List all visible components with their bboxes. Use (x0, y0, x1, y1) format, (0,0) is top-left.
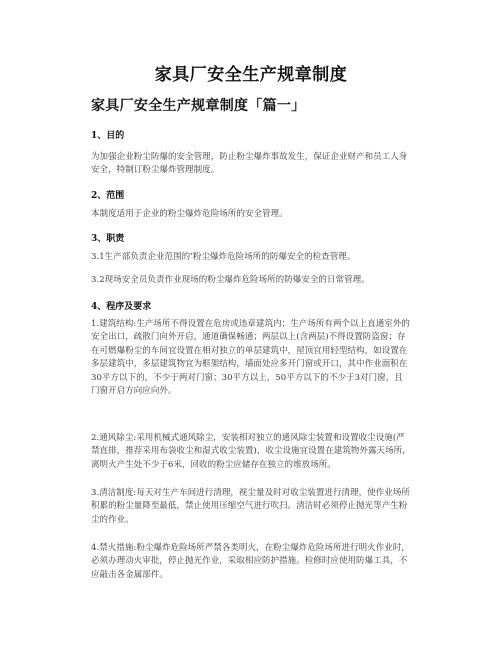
document-title: 家具厂安全生产规章制度 (154, 65, 348, 85)
heading-scope: 2、范围 (91, 191, 125, 201)
paragraph-scope: 本制度适用于企业的粉尘爆炸危险场所的安全管理。 (91, 209, 288, 219)
paragraph-fire-prevention: 4.禁火措施:粉尘爆炸危险场所严禁各类明火，在粉尘爆炸危险场所进行明火作业时，必须办理动火审批，停止抛光作业，采取相应防护措施。检修时应使用防爆工具，不应敲击各金属部件。 (91, 543, 410, 580)
paragraph-responsibility-2: 3.2现场安全员负责作业现场的粉尘爆炸危险场所的防爆安全的日常管理。 (91, 275, 370, 285)
heading-responsibilities: 3、职责 (91, 234, 125, 244)
heading-purpose: 1、目的 (91, 131, 125, 141)
paragraph-ventilation: 2.通风除尘:采用机械式通风除尘，安装相对独立的通风除尘装置和设置收尘设施(严禁直排，推荐采用布袋收尘和湿式收尘装置)，收尘设施宜设置在建筑物外露天场所，离明火产生处不少于6米，回收的粉尘应储存在独立的堆放场所。 (91, 433, 411, 470)
paragraph-purpose: 为加强企业粉尘防爆的安全管理，防止粉尘爆炸事故发生，保证企业财产和员工人身安全，特制订粉尘爆炸管理制度。 (91, 152, 408, 176)
paragraph-cleaning: 3.清洁制度:每天对生产车间进行清理，视尘量及时对收尘装置进行清理，使作业场所积累的粉尘量降至最低，禁止使用压缩空气进行吹扫。清洁时必须停止抛光等产生粉尘的作业。 (91, 488, 410, 525)
paragraph-responsibility-1: 3.1生产部负责企业范围的’粉尘爆炸危险场所的防爆安全的检查管理。 (91, 252, 356, 262)
section-title: 家具厂安全生产规章制度「篇一」 (91, 98, 306, 114)
heading-procedures: 4、程序及要求 (91, 302, 152, 312)
paragraph-building-structure: 1.建筑结构:生产场所不得设置在危房或违章建筑内；生产场所有两个以上直通室外的安全出口，疏散门向外开启，通道确保畅通；两层以上(含两层)不得设置防盗窗；存在可燃爆粉尘的车间宜设置在相对独立的单层建筑中，屋顶宜用轻型结构，如设置在多层建筑中，多层建筑物宜为框架结构，墙面处应多开门窗或开口，其中作业面积在30平方以下的，不少于两对门窗；30平方以上，50平方以下的不少于3对门窗，且门窗开启方向应向外。 (91, 319, 410, 397)
